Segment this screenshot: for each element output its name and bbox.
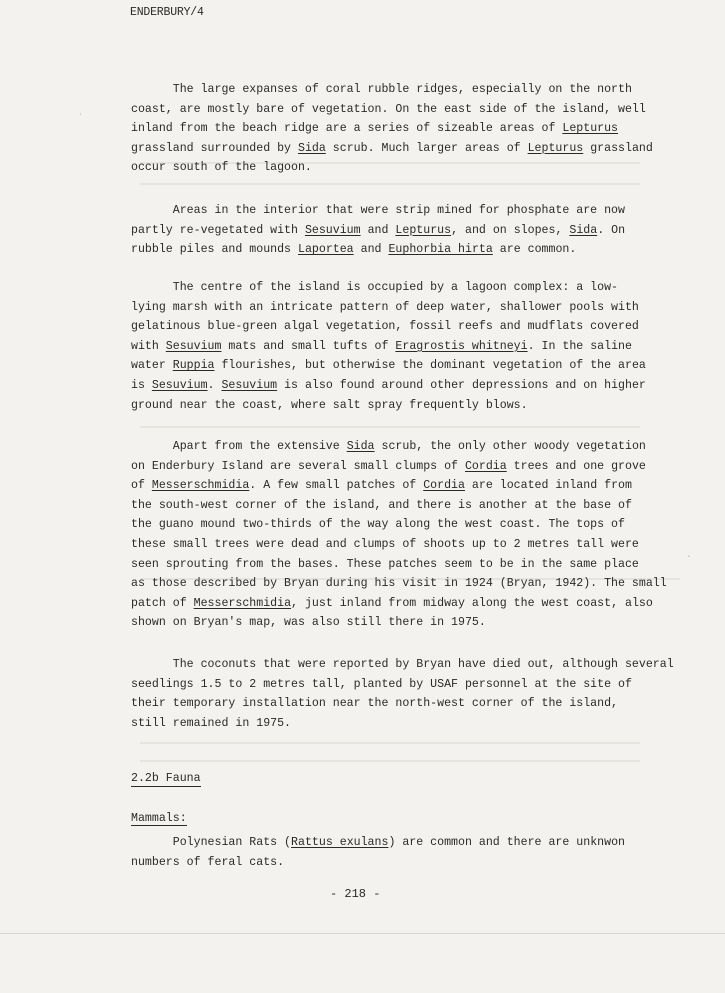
text-run: , and on slopes, xyxy=(451,223,570,237)
text-run: . In the saline xyxy=(527,339,632,353)
text-line xyxy=(131,437,671,457)
page-header: ENDERBURY/4 xyxy=(130,6,204,19)
underlined-term: Messerschmidia xyxy=(151,479,250,493)
text-run: The coconuts that were reported by Bryan have died out, although several xyxy=(131,658,674,671)
text-run: Polynesian Rats ( xyxy=(131,836,292,849)
text-run: , just inland from midway along the west coast, also xyxy=(291,596,653,610)
text-line xyxy=(131,317,671,337)
page-number: - 218 - xyxy=(330,887,381,901)
text-run: with xyxy=(131,339,166,353)
text-run: is also found around other depressions and on higher xyxy=(277,378,646,392)
text-run: and xyxy=(360,223,396,237)
text-run: is xyxy=(131,378,152,392)
text-line xyxy=(131,457,671,477)
text-run: The large expanses of coral rubble ridges, especially on the north xyxy=(131,83,632,96)
underlined-term: Euphorbia hirta xyxy=(388,243,493,257)
text-run: on Enderbury Island are several small clumps of xyxy=(131,459,465,473)
text-run: are located inland from xyxy=(464,479,632,493)
underlined-term: Lepturus xyxy=(395,223,452,237)
text-line xyxy=(131,594,671,614)
underlined-term: Sida xyxy=(297,141,326,155)
paragraph-4 xyxy=(131,437,671,633)
text-run: trees and one grove xyxy=(506,459,646,473)
underlined-term: Sesuvium xyxy=(151,378,208,392)
text-run: numbers of feral cats. xyxy=(131,855,285,869)
underlined-term: Cordia xyxy=(423,479,465,493)
underlined-term: Lepturus xyxy=(527,141,584,155)
underlined-term: Sida xyxy=(569,223,598,237)
paragraph-2 xyxy=(131,201,671,260)
text-line xyxy=(131,555,671,575)
text-run: . On xyxy=(597,223,626,237)
text-run: seen sprouting from the bases. These patches seem to be in the same place xyxy=(131,557,639,571)
text-run: partly re-vegetated with xyxy=(131,223,305,237)
text-line xyxy=(131,574,671,594)
text-line xyxy=(131,496,671,516)
underlined-term: Lepturus xyxy=(562,122,619,136)
text-run: the south-west corner of the island, and there is another at the base of xyxy=(131,498,632,512)
text-line xyxy=(131,278,671,298)
text-line xyxy=(131,201,671,221)
text-run: ground near the coast, where salt spray frequently blows. xyxy=(131,398,528,412)
text-run: coast, are mostly bare of vegetation. On the east side of the island, well xyxy=(131,102,646,116)
underlined-term: Sida xyxy=(346,440,375,453)
text-run: are common. xyxy=(492,243,577,257)
text-run: lying marsh with an intricate pattern of deep water, shallower pools with xyxy=(131,300,639,314)
text-run: . A few small patches of xyxy=(249,479,424,493)
underlined-term: Sesuvium xyxy=(221,378,278,392)
paragraph-3 xyxy=(131,278,671,415)
section-heading: 2.2b Fauna xyxy=(131,772,201,785)
text-run: seedlings 1.5 to 2 metres tall, planted by USAF personnel at the site of xyxy=(131,677,632,691)
bleed-through-line xyxy=(140,426,640,428)
mammals-paragraph xyxy=(131,833,671,872)
text-line xyxy=(131,376,671,396)
underlined-term: Sesuvium xyxy=(165,339,222,353)
text-line xyxy=(131,675,671,695)
text-line xyxy=(131,80,671,100)
text-line xyxy=(131,139,671,159)
text-run: grassland surrounded by xyxy=(131,141,298,155)
text-run: occur south of the lagoon. xyxy=(131,161,312,175)
text-line xyxy=(131,833,671,853)
underlined-term: Cordia xyxy=(464,459,507,473)
text-run: and xyxy=(353,243,389,257)
text-line xyxy=(131,298,671,318)
text-run: of xyxy=(131,479,152,493)
text-run: their temporary installation near the north-west corner of the island, xyxy=(131,697,619,711)
text-run: scrub. Much larger areas of xyxy=(325,141,528,155)
text-run: scrub, the only other woody vegetation xyxy=(374,440,646,453)
underlined-term: Rattus exulans xyxy=(291,836,389,849)
text-line xyxy=(131,240,671,260)
text-run: The centre of the island is occupied by a lagoon complex: a low- xyxy=(131,281,619,294)
text-run: flourishes, but otherwise the dominant vegetation of the area xyxy=(214,359,646,373)
text-line xyxy=(131,119,671,139)
underlined-term: Messerschmidia xyxy=(193,596,292,610)
text-line xyxy=(131,337,671,357)
text-run: shown on Bryan's map, was also still there in 1975. xyxy=(131,616,486,630)
text-line xyxy=(131,515,671,535)
text-line xyxy=(131,476,671,496)
text-line xyxy=(131,535,671,555)
text-line xyxy=(131,714,671,734)
text-run: rubble piles and mounds xyxy=(131,243,298,257)
paragraph-5 xyxy=(131,655,674,733)
text-run: the guano mound two-thirds of the way along the west coast. The tops of xyxy=(131,518,625,532)
stray-mark: ˈ xyxy=(78,113,84,123)
text-line xyxy=(131,694,671,714)
bleed-through-line xyxy=(140,183,640,185)
bleed-through-line xyxy=(140,760,640,762)
scan-edge-line xyxy=(0,933,725,934)
underlined-term: Laportea xyxy=(297,243,354,257)
text-run: . xyxy=(207,378,222,392)
text-run: Areas in the interior that were strip mined for phosphate are now xyxy=(131,204,625,217)
text-line xyxy=(131,396,671,416)
underlined-term: Eragrostis whitneyi xyxy=(395,339,528,353)
text-run: inland from the beach ridge are a series of sizeable areas of xyxy=(131,122,563,136)
text-line xyxy=(131,100,671,120)
text-run: Apart from the extensive xyxy=(131,440,347,453)
text-run: water xyxy=(131,359,173,373)
text-run: as those described by Bryan during his visit in 1924 (Bryan, 1942). The small xyxy=(131,577,667,591)
text-run: patch of xyxy=(131,596,194,610)
text-line xyxy=(131,356,671,376)
text-line xyxy=(131,853,671,873)
bleed-through-line xyxy=(140,742,640,744)
underlined-term: Ruppia xyxy=(172,359,215,373)
text-run: ) are common and there are unknwon xyxy=(388,836,625,849)
underlined-term: Sesuvium xyxy=(304,223,361,237)
stray-mark: ˎ xyxy=(686,548,692,558)
text-run: these small trees were dead and clumps of shoots up to 2 metres tall were xyxy=(131,537,639,551)
text-run: still remained in 1975. xyxy=(131,716,292,730)
text-line xyxy=(131,158,671,178)
text-run: mats and small tufts of xyxy=(221,339,396,353)
text-line xyxy=(131,655,674,675)
text-run: gelatinous blue-green algal vegetation, fossil reefs and mudflats covered xyxy=(131,320,639,334)
paragraph-1 xyxy=(131,80,671,178)
mammals-heading: Mammals: xyxy=(131,812,187,825)
text-run: grassland xyxy=(583,141,653,155)
text-line xyxy=(131,221,671,241)
text-line xyxy=(131,613,671,633)
